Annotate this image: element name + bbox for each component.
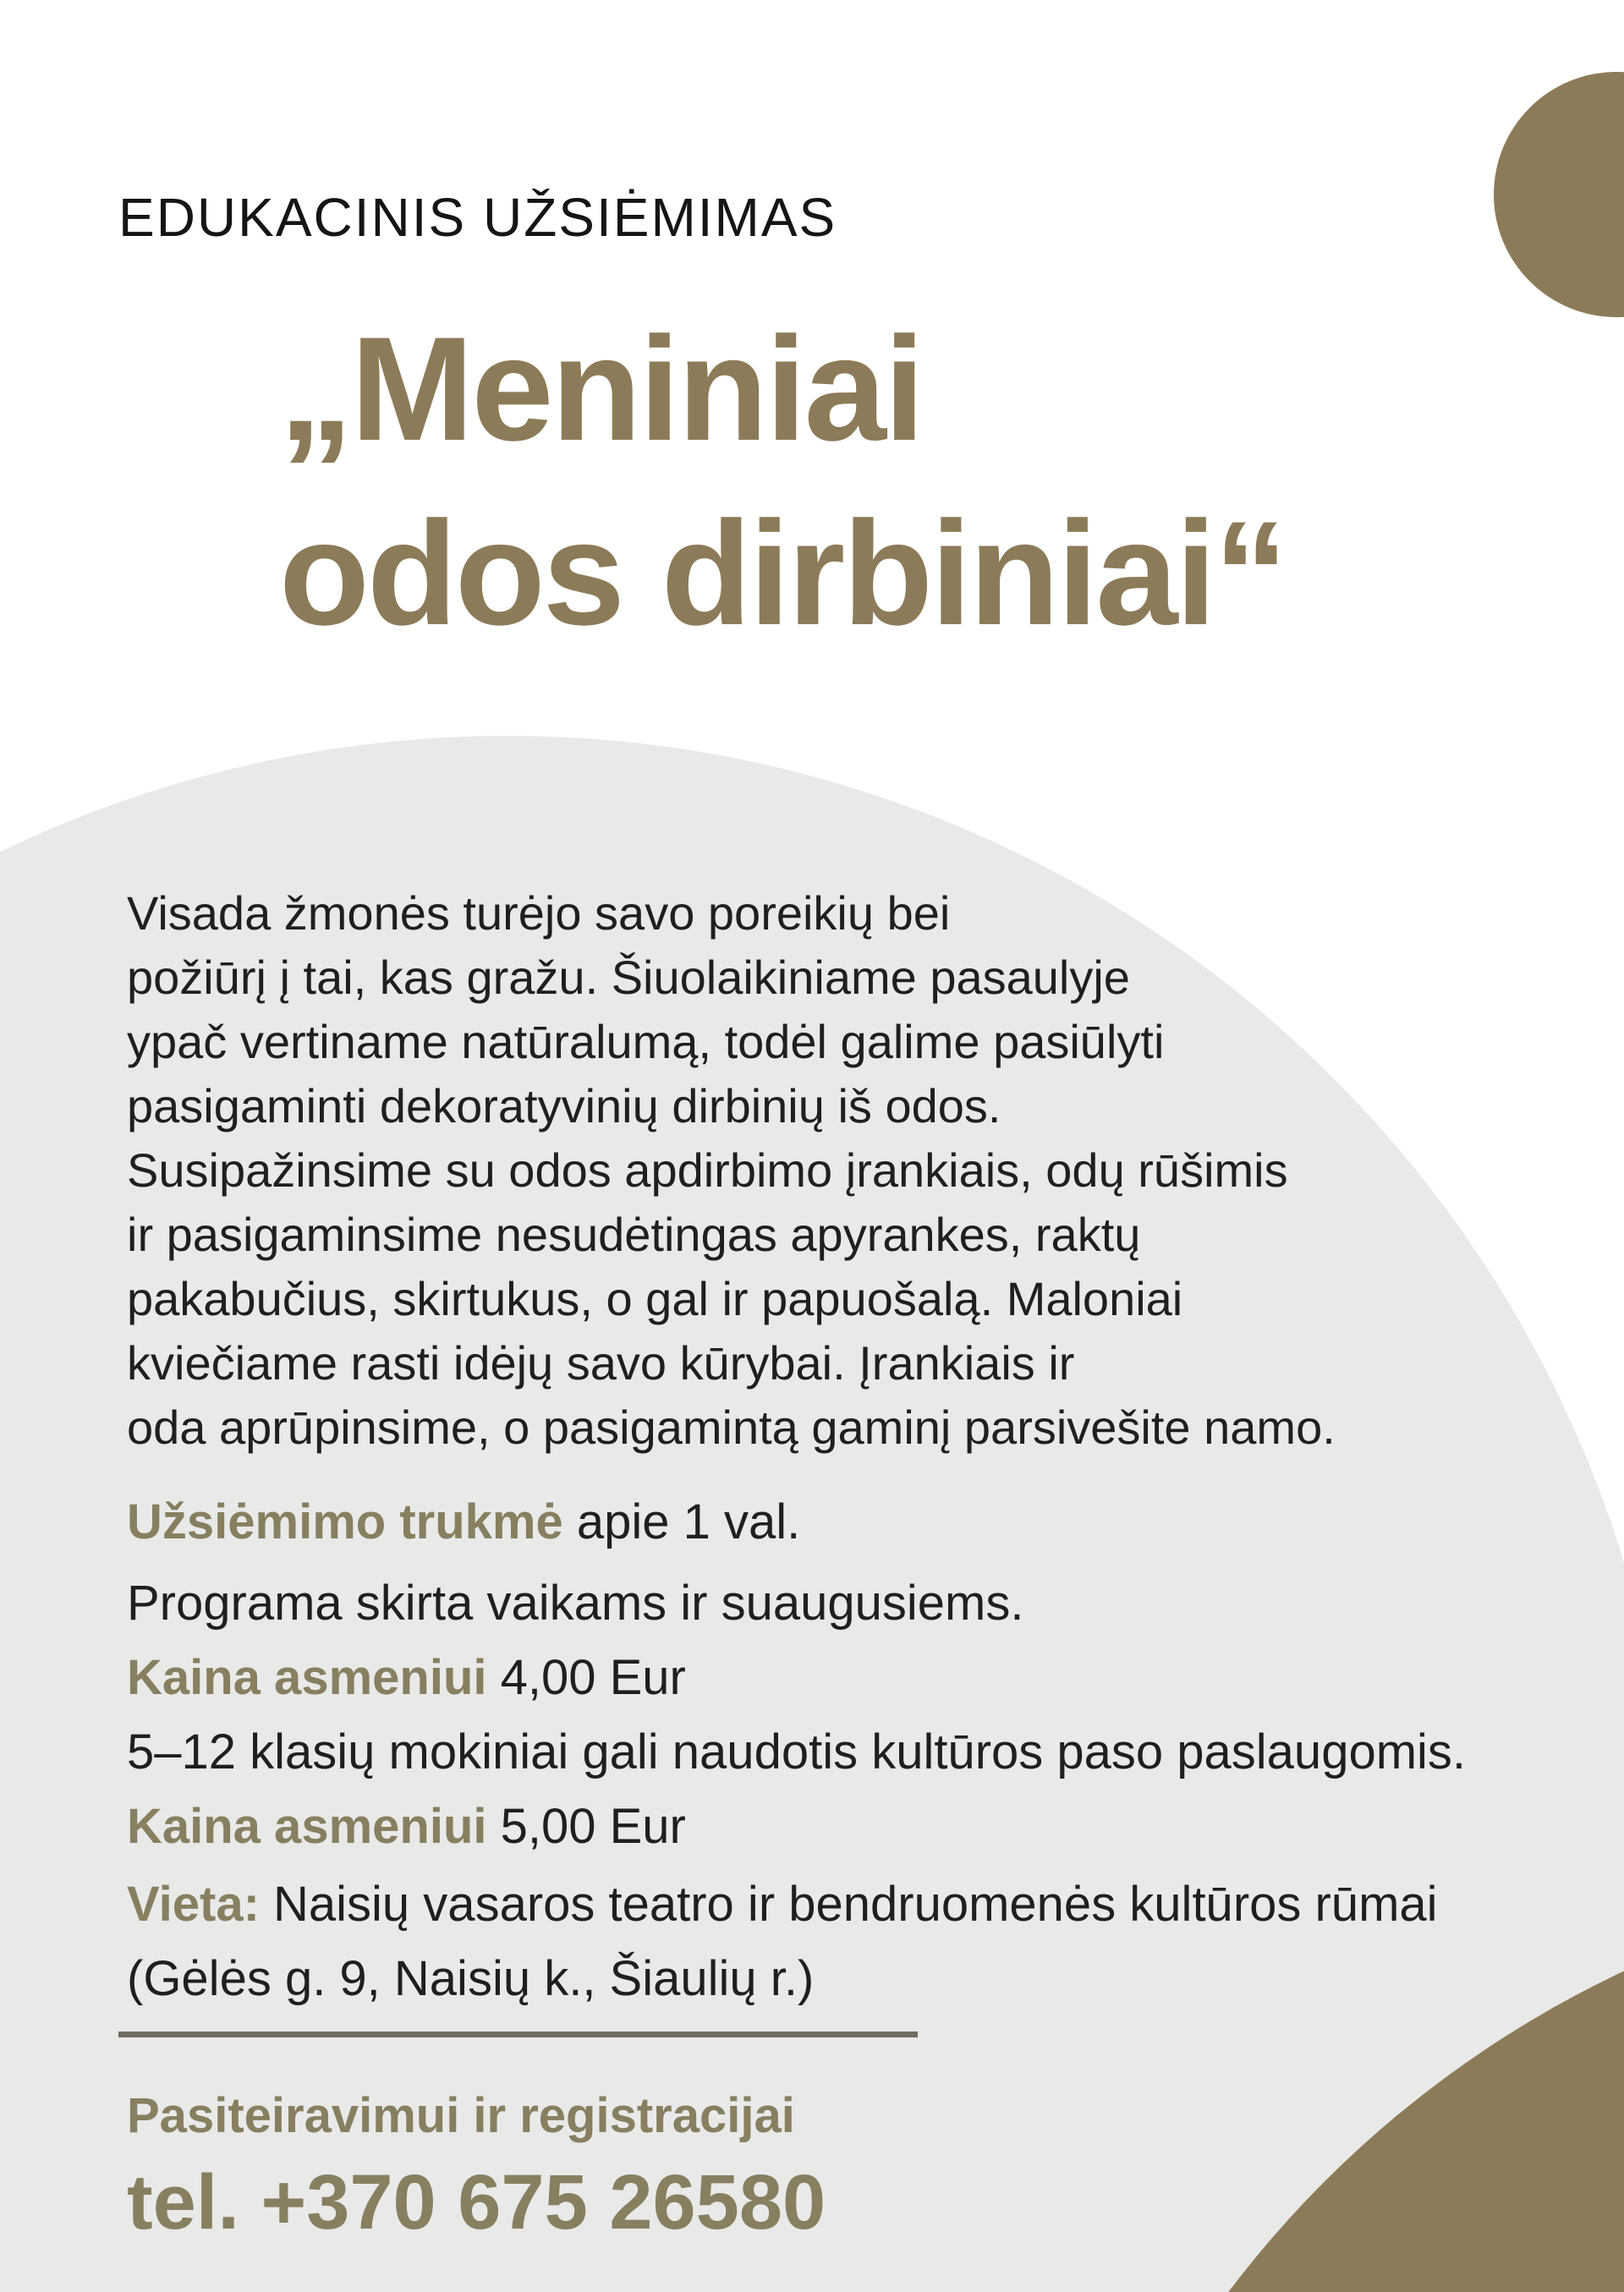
intro-line: pasigaminti dekoratyvinių dirbinių iš odos. (127, 1079, 1001, 1132)
intro-line: kviečiame rasti idėjų savo kūrybai. Įrankiais ir (127, 1336, 1075, 1390)
intro-line: požiūrį į tai, kas gražu. Šiuolaikiniame pasaulyje (127, 951, 1130, 1004)
venue-label: Vieta: (127, 1877, 260, 1932)
intro-line: oda aprūpinsime, o pasigamintą gaminį parsivešite namo. (127, 1401, 1336, 1454)
duration-row (127, 1485, 800, 1560)
intro-line: Visada žmonės turėjo savo poreikių bei (127, 886, 951, 940)
intro-line: Susipažinsime su odos apdirbimo įrankiais, odų rūšimis (127, 1143, 1288, 1197)
duration-line (127, 1485, 800, 1560)
audience-line: Programa skirta vaikams ir suaugusiems. (127, 1576, 1024, 1631)
price-row (127, 1641, 1023, 1715)
venue-row (127, 1867, 1438, 1942)
culture-pass-line: 5–12 klasių mokiniai gali naudotis kultūros paso paslaugomis. (127, 1724, 1467, 1779)
intro-line: ir pasigaminsime nesudėtingas apyrankes, raktų (127, 1208, 1141, 1261)
eyebrow-heading: EDUKACINIS UŽSIĖMIMAS (118, 187, 837, 248)
price1-label: Kaina asmeniui (127, 1650, 487, 1705)
intro-line: ypač vertiname natūralumą, todėl galime pasiūlyti (127, 1015, 1165, 1068)
contact-label: Pasiteiravimui ir registracijai (127, 2088, 795, 2143)
duration-value: apie 1 val. (562, 1494, 801, 1549)
price-row (127, 1790, 1466, 1864)
poster-title-line2: odos dirbiniai“ (279, 491, 1286, 656)
audience-price-block (127, 1566, 1023, 1715)
price2-label: Kaina asmeniui (127, 1799, 487, 1854)
poster-title-line1: „Meniniai (279, 307, 923, 472)
culture-pass-block (127, 1715, 1466, 1864)
venue-address-line: (Gėlės g. 9, Naisių k., Šiaulių r.) (127, 1951, 815, 2006)
venue-value: Naisių vasaros teatro ir bendruomenės kultūros rūmai (259, 1877, 1438, 1932)
divider-line (118, 2032, 918, 2037)
poster-title (279, 298, 1286, 666)
price1-value: 4,00 Eur (486, 1650, 686, 1705)
price2-value: 5,00 Eur (486, 1799, 686, 1854)
duration-label: Užsiėmimo trukmė (127, 1494, 563, 1549)
intro-paragraph (127, 881, 1336, 1460)
intro-line: pakabučius, skirtukus, o gal ir papuošalą. Maloniai (127, 1272, 1183, 1325)
venue-block (127, 1867, 1438, 2016)
phone-number: tel. +370 675 26580 (127, 2159, 826, 2245)
